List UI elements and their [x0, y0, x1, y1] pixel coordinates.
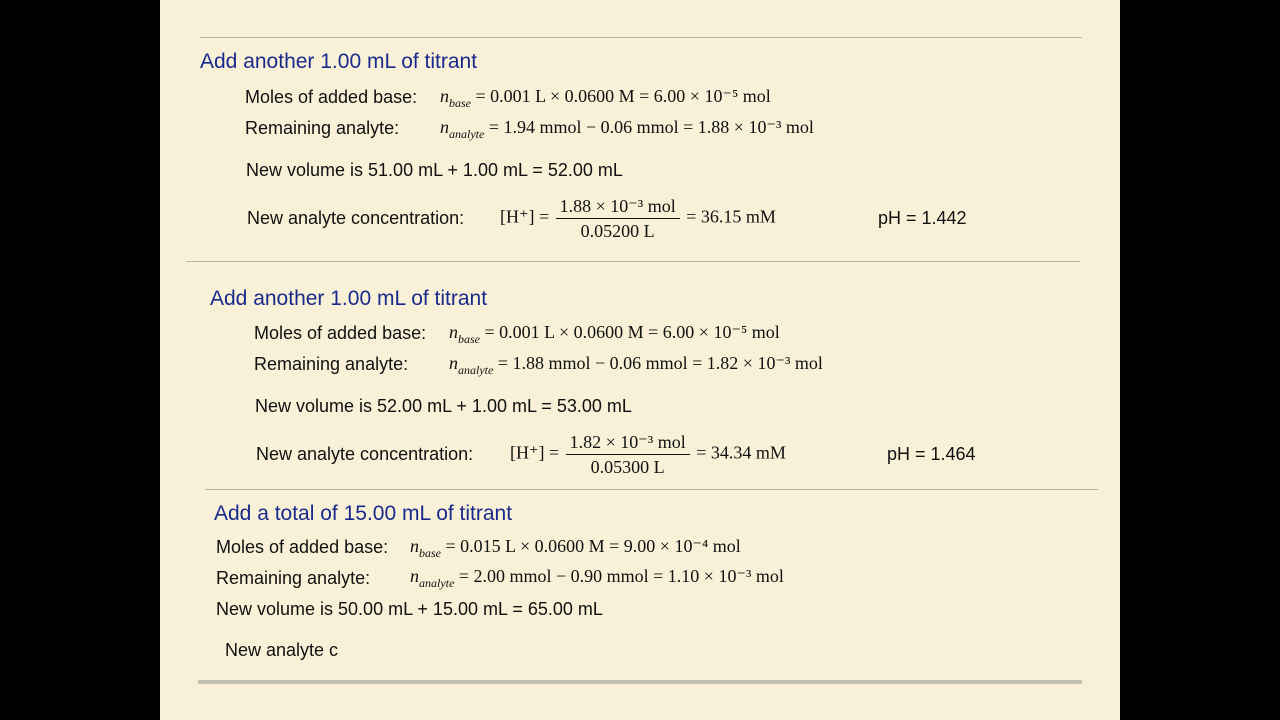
section3-moles-label: Moles of added base:	[216, 537, 389, 557]
section3-heading: Add a total of 15.00 mL of titrant	[214, 502, 513, 525]
top-divider	[200, 37, 1082, 38]
slide	[160, 0, 1120, 720]
section1-ph: pH = 1.442	[878, 208, 967, 228]
section1-volume: New volume is 51.00 mL + 1.00 mL = 52.00 mL	[246, 160, 623, 180]
section1-remaining-equation: $n_{analyte} = 1.94$ mmol − 0.06 mmol = 1.88 × 10⁻³ mol	[440, 117, 814, 141]
section1-conc-equation: [H⁺] = $\frac{\text{1.88 × 10⁻³ mol}}{0.05200 L}$ = 36.15 mM	[500, 196, 776, 241]
section3-remaining-equation: $n_{analyte} = 2.00$ mmol − 0.90 mmol = 1.10 × 10⁻³ mol	[410, 566, 784, 590]
section3-conc-label: New analyte c	[225, 640, 339, 660]
section2-ph: pH = 1.464	[887, 444, 976, 464]
section2-conc-equation: [H⁺] = $\frac{\text{1.82 × 10⁻³ mol}}{0.05300 L}$ = 34.34 mM	[510, 432, 786, 477]
section3-moles-equation: $n_{base} = 0.015$ L × 0.0600 M = 9.00 × 10⁻⁴ mol	[410, 536, 741, 560]
divider-1	[186, 261, 1080, 262]
section3-remaining-label: Remaining analyte:	[216, 568, 371, 588]
section1-moles-equation: $n_{base} = 0.001$ L × 0.0600 M = 6.00 × 10⁻⁵ mol	[440, 86, 771, 110]
divider-2	[205, 489, 1098, 490]
section2-remaining-equation: $n_{analyte} = 1.88$ mmol − 0.06 mmol = 1.82 × 10⁻³ mol	[449, 353, 823, 377]
section2-moles-label: Moles of added base:	[254, 323, 427, 343]
section1-conc-label: New analyte concentration:	[247, 208, 465, 228]
section2-volume: New volume is 52.00 mL + 1.00 mL = 53.00 mL	[255, 396, 632, 416]
section2-moles-equation: $n_{base} = 0.001$ L × 0.0600 M = 6.00 × 10⁻⁵ mol	[449, 322, 780, 346]
section3-volume: New volume is 50.00 mL + 15.00 mL = 65.00 mL	[216, 599, 603, 619]
section2-conc-label: New analyte concentration:	[256, 444, 474, 464]
section1-heading: Add another 1.00 mL of titrant	[200, 50, 478, 73]
section1-moles-label: Moles of added base:	[245, 87, 418, 107]
section2-remaining-label: Remaining analyte:	[254, 354, 409, 374]
section1-remaining-label: Remaining analyte:	[245, 118, 400, 138]
bottom-divider	[198, 680, 1082, 684]
section2-heading: Add another 1.00 mL of titrant	[210, 287, 488, 310]
